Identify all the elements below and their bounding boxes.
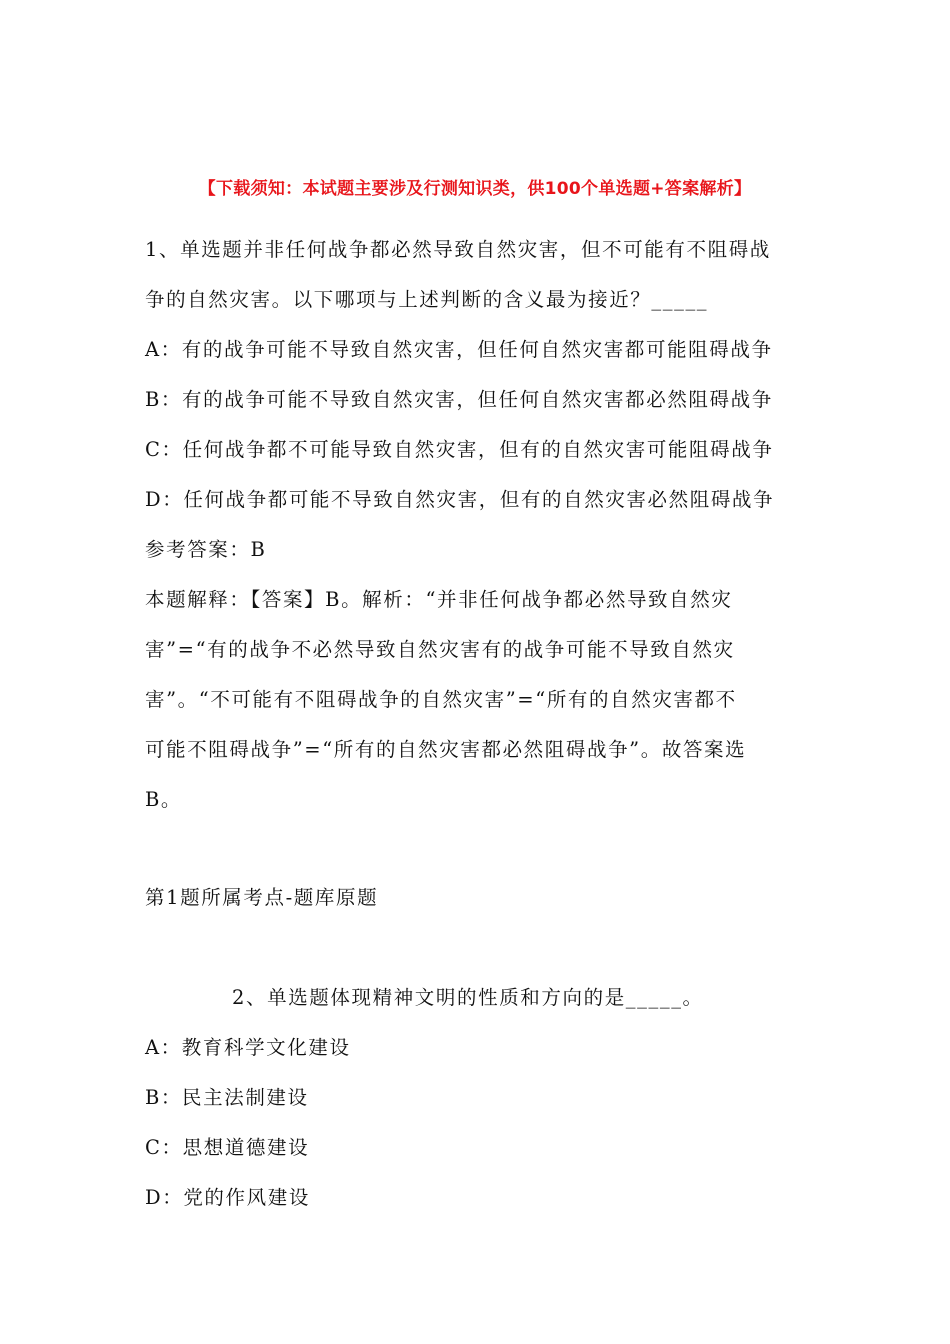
q1-explanation-line-4: 可能不阻碍战争”=“所有的自然灾害都必然阻碍战争”。故答案选 bbox=[145, 738, 747, 761]
q1-category: 第1题所属考点-题库原题 bbox=[145, 886, 379, 909]
q1-option-c: C：任何战争都不可能导致自然灾害，但有的自然灾害可能阻碍战争 bbox=[145, 438, 774, 461]
download-notice: 【下载须知：本试题主要涉及行测知识类，供100个单选题+答案解析】 bbox=[198, 179, 752, 199]
q1-option-b: B：有的战争可能不导致自然灾害，但任何自然灾害都必然阻碍战争 bbox=[145, 388, 773, 411]
q1-explanation-line-5: B。 bbox=[145, 788, 183, 811]
q2-stem: 2、单选题体现精神文明的性质和方向的是_____。 bbox=[232, 986, 704, 1009]
q1-stem-line-2: 争的自然灾害。以下哪项与上述判断的含义最为接近？_____ bbox=[145, 288, 709, 311]
q2-option-a: A：教育科学文化建设 bbox=[145, 1036, 351, 1059]
q1-option-d: D：任何战争都可能不导致自然灾害，但有的自然灾害必然阻碍战争 bbox=[145, 488, 775, 511]
q1-option-a: A：有的战争可能不导致自然灾害，但任何自然灾害都可能阻碍战争 bbox=[145, 338, 773, 361]
q2-option-d: D：党的作风建设 bbox=[145, 1186, 310, 1209]
q1-explanation-line-3: 害”。“不可能有不阻碍战争的自然灾害”=“所有的自然灾害都不 bbox=[145, 688, 737, 711]
q1-explanation-line-1: 本题解释：【答案】B。解析：“并非任何战争都必然导致自然灾 bbox=[145, 588, 733, 611]
q1-answer: 参考答案：B bbox=[145, 538, 267, 561]
q1-explanation-line-2: 害”=“有的战争不必然导致自然灾害有的战争可能不导致自然灾 bbox=[145, 638, 735, 661]
q1-stem-line-1: 1、单选题并非任何战争都必然导致自然灾害，但不可能有不阻碍战 bbox=[145, 238, 771, 261]
q2-option-c: C：思想道德建设 bbox=[145, 1136, 310, 1159]
q2-option-b: B：民主法制建设 bbox=[145, 1086, 309, 1109]
